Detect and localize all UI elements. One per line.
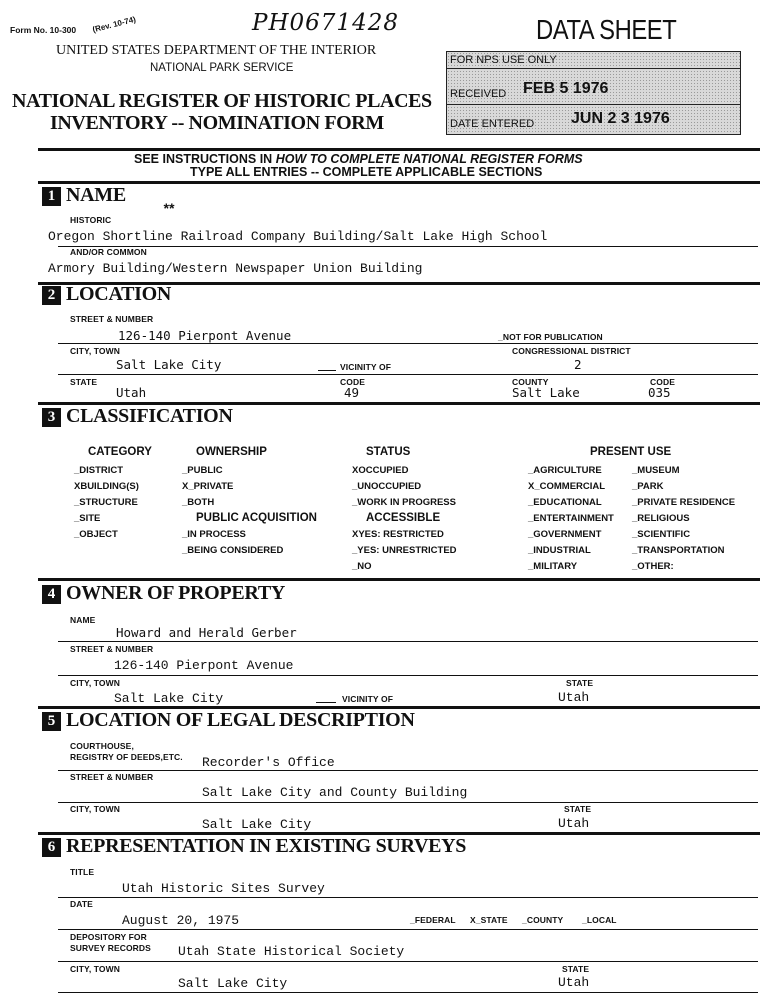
accessible-option: XYES: RESTRICTED bbox=[352, 529, 444, 540]
category-option: _OBJECT bbox=[74, 529, 118, 540]
county-label: COUNTY bbox=[512, 377, 549, 387]
present-use-header: PRESENT USE bbox=[590, 446, 672, 458]
category-option: _SITE bbox=[74, 513, 101, 524]
survey-date-label: DATE bbox=[70, 899, 93, 909]
instructions-manual-title: HOW TO COMPLETE NATIONAL REGISTER FORMS bbox=[275, 152, 583, 166]
survey-local-option: _LOCAL bbox=[582, 915, 617, 925]
data-sheet-title: DATA SHEET bbox=[536, 14, 677, 45]
present-use-option: _ENTERTAINMENT bbox=[528, 513, 614, 524]
legal-street-label: STREET & NUMBER bbox=[70, 772, 154, 782]
congressional-district-label: CONGRESSIONAL DISTRICT bbox=[512, 346, 631, 356]
present-use-option: _INDUSTRIAL bbox=[528, 545, 591, 556]
nps-use-only-box bbox=[446, 51, 741, 135]
instructions-text: SEE INSTRUCTIONS IN bbox=[134, 152, 276, 166]
survey-date: August 20, 1975 bbox=[122, 913, 240, 928]
congressional-district: 2 bbox=[574, 357, 582, 372]
section-4-title: OWNER OF PROPERTY bbox=[66, 582, 286, 604]
owner-city-label: CITY, TOWN bbox=[70, 678, 120, 688]
form-title-line2: INVENTORY -- NOMINATION FORM bbox=[50, 112, 384, 134]
form-title-line1: NATIONAL REGISTER OF HISTORIC PLACES bbox=[12, 90, 432, 112]
status-option: _WORK IN PROGRESS bbox=[352, 497, 456, 508]
section-2-title: LOCATION bbox=[66, 283, 172, 305]
not-for-publication: _NOT FOR PUBLICATION bbox=[498, 332, 603, 342]
category-option: XBUILDING(S) bbox=[74, 481, 139, 492]
section-5-number: 5 bbox=[42, 712, 61, 731]
owner-name-label: NAME bbox=[70, 615, 96, 625]
form-revision: (Rev. 10-74) bbox=[91, 14, 137, 35]
category-option: _DISTRICT bbox=[74, 465, 124, 476]
present-use-option: _EDUCATIONAL bbox=[528, 497, 602, 508]
section-1-title: NAME bbox=[66, 184, 126, 206]
present-use-option: _GOVERNMENT bbox=[528, 529, 602, 540]
survey-city-label: CITY, TOWN bbox=[70, 964, 120, 974]
received-stamp: FEB 5 1976 bbox=[523, 80, 609, 97]
state-code-label: CODE bbox=[340, 377, 365, 387]
ownership-option: _PUBLIC bbox=[182, 465, 223, 476]
county-code-label: CODE bbox=[650, 377, 675, 387]
courthouse-label-line2: REGISTRY OF DEEDS,ETC. bbox=[70, 752, 183, 762]
courthouse-label-line1: COURTHOUSE, bbox=[70, 741, 134, 751]
public-acquisition-header: PUBLIC ACQUISITION bbox=[196, 512, 317, 524]
legal-city: Salt Lake City bbox=[202, 817, 312, 832]
historic-name: Oregon Shortline Railroad Company Building/Salt Lake High School bbox=[48, 229, 548, 244]
county: Salt Lake bbox=[512, 385, 580, 400]
location-state-label: STATE bbox=[70, 377, 98, 387]
survey-county-option: _COUNTY bbox=[522, 915, 564, 925]
survey-city: Salt Lake City bbox=[178, 976, 288, 991]
section-6-number: 6 bbox=[42, 838, 61, 857]
status-option: XOCCUPIED bbox=[352, 465, 409, 476]
category-option: _STRUCTURE bbox=[74, 497, 138, 508]
common-label: AND/OR COMMON bbox=[70, 247, 147, 257]
legal-state: Utah bbox=[558, 816, 590, 831]
legal-city-label: CITY, TOWN bbox=[70, 804, 120, 814]
legal-street: Salt Lake City and County Building bbox=[202, 785, 468, 800]
present-use-option: X_COMMERCIAL bbox=[528, 481, 606, 492]
common-name: Armory Building/Western Newspaper Union Building bbox=[48, 261, 423, 276]
survey-title: Utah Historic Sites Survey bbox=[122, 881, 325, 896]
instructions-line1 bbox=[134, 152, 583, 166]
date-entered-stamp: JUN 2 3 1976 bbox=[571, 110, 670, 127]
date-entered-label: DATE ENTERED bbox=[450, 118, 535, 130]
service-name: NATIONAL PARK SERVICE bbox=[150, 62, 294, 74]
present-use-option: _SCIENTIFIC bbox=[632, 529, 691, 540]
owner-state-label: STATE bbox=[566, 678, 594, 688]
ownership-header: OWNERSHIP bbox=[196, 446, 267, 458]
handwritten-id: PH0671428 bbox=[252, 10, 399, 36]
accessible-option: _NO bbox=[352, 561, 372, 572]
section-6-title: REPRESENTATION IN EXISTING SURVEYS bbox=[66, 835, 467, 857]
survey-federal-option: _FEDERAL bbox=[410, 915, 456, 925]
present-use-option: _OTHER: bbox=[632, 561, 674, 572]
department-name: UNITED STATES DEPARTMENT OF THE INTERIOR bbox=[56, 43, 377, 58]
location-vicinity-label: VICINITY OF bbox=[340, 362, 392, 372]
state-code: 49 bbox=[344, 385, 360, 400]
location-street-label: STREET & NUMBER bbox=[70, 314, 154, 324]
category-header: CATEGORY bbox=[88, 446, 152, 458]
survey-state-label: STATE bbox=[562, 964, 590, 974]
received-label: RECEIVED bbox=[450, 88, 507, 100]
section-4-number: 4 bbox=[42, 585, 61, 604]
form-number: Form No. 10-300 bbox=[10, 25, 77, 35]
location-state: Utah bbox=[116, 385, 147, 400]
location-street: 126-140 Pierpont Avenue bbox=[118, 328, 292, 343]
accessible-header: ACCESSIBLE bbox=[366, 512, 441, 524]
owner-street-label: STREET & NUMBER bbox=[70, 644, 154, 654]
present-use-option: _PRIVATE RESIDENCE bbox=[632, 497, 736, 508]
location-city-label: CITY, TOWN bbox=[70, 346, 120, 356]
owner-state: Utah bbox=[558, 690, 590, 705]
legal-state-label: STATE bbox=[564, 804, 592, 814]
ownership-option: _BOTH bbox=[182, 497, 215, 508]
ownership-option: X_PRIVATE bbox=[182, 481, 234, 492]
survey-state-option: X_STATE bbox=[470, 915, 508, 925]
section-5-title: LOCATION OF LEGAL DESCRIPTION bbox=[66, 709, 415, 731]
present-use-option: _MILITARY bbox=[528, 561, 578, 572]
historic-label: HISTORIC bbox=[70, 215, 112, 225]
status-option: _UNOCCUPIED bbox=[352, 481, 422, 492]
depository-label-line2: SURVEY RECORDS bbox=[70, 943, 151, 953]
present-use-option: _RELIGIOUS bbox=[632, 513, 690, 524]
depository-label-line1: DEPOSITORY FOR bbox=[70, 932, 147, 942]
section-2-number: 2 bbox=[42, 286, 61, 305]
acquisition-option: _IN PROCESS bbox=[182, 529, 246, 540]
survey-state: Utah bbox=[558, 975, 590, 990]
section-3-number: 3 bbox=[42, 408, 61, 427]
owner-city: Salt Lake City bbox=[114, 691, 224, 706]
section-3-title: CLASSIFICATION bbox=[66, 405, 233, 427]
acquisition-option: _BEING CONSIDERED bbox=[182, 545, 284, 556]
location-city: Salt Lake City bbox=[116, 357, 222, 372]
section-1-number: 1 bbox=[42, 187, 61, 206]
owner-vicinity-label: VICINITY OF bbox=[342, 694, 394, 704]
depository: Utah State Historical Society bbox=[178, 944, 405, 959]
present-use-option: _MUSEUM bbox=[632, 465, 680, 476]
nps-use-only-label: FOR NPS USE ONLY bbox=[450, 54, 557, 66]
owner-street: 126-140 Pierpont Avenue bbox=[114, 658, 294, 673]
present-use-option: _TRANSPORTATION bbox=[632, 545, 725, 556]
owner-name: Howard and Herald Gerber bbox=[116, 625, 297, 640]
instructions-line2: TYPE ALL ENTRIES -- COMPLETE APPLICABLE SECTIONS bbox=[190, 165, 543, 179]
present-use-option: _AGRICULTURE bbox=[528, 465, 602, 476]
courthouse-name: Recorder's Office bbox=[202, 755, 335, 770]
survey-title-label: TITLE bbox=[70, 867, 95, 877]
present-use-option: _PARK bbox=[632, 481, 664, 492]
status-header: STATUS bbox=[366, 446, 411, 458]
accessible-option: _YES: UNRESTRICTED bbox=[352, 545, 457, 556]
historic-annotation: ** bbox=[163, 200, 174, 216]
county-code: 035 bbox=[648, 385, 671, 400]
